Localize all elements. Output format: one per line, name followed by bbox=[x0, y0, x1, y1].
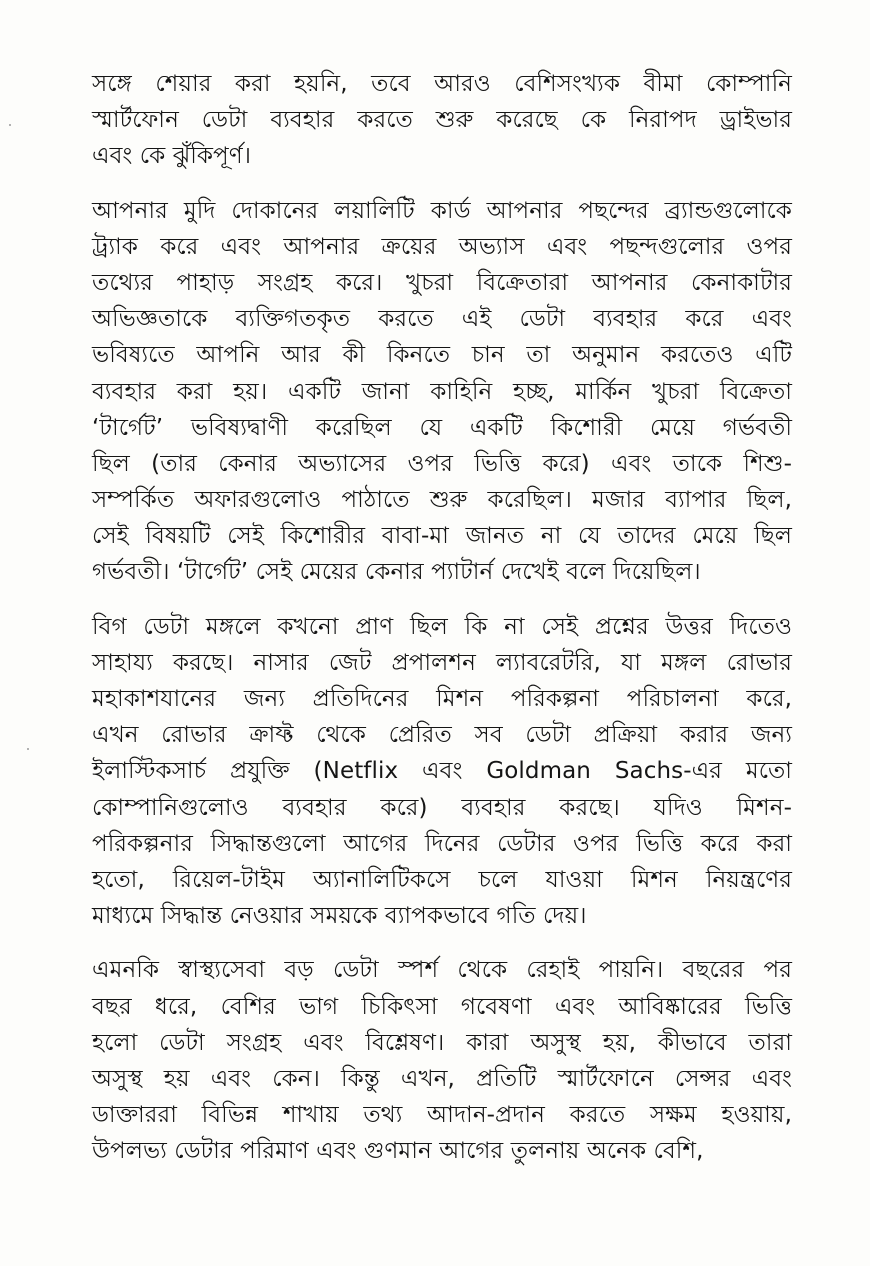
scan-speck bbox=[9, 124, 11, 126]
text-line: এবং কে ঝুঁকিপূর্ণ। bbox=[92, 143, 252, 170]
text-line: ইলাস্টিকসার্চ প্রযুক্তি (Netflix এবং Goldman Sachs-এর মতো bbox=[92, 758, 792, 785]
text-line: হতো, রিয়েল-টাইম অ্যানালিটিকসে চলে যাওয়া মিশন নিয়ন্ত্রণের bbox=[92, 866, 792, 893]
text-line: মহাকাশযানের জন্য প্রতিদিনের মিশন পরিকল্পনা পরিচালনা করে, bbox=[92, 686, 792, 712]
text-line: ছিল (তার কেনার অভ্যাসের ওপর ভিত্তি করে) এবং তাকে শিশু- bbox=[92, 450, 792, 477]
text-line: ব্যবহার করা হয়। একটি জানা কাহিনি হচ্ছ, মার্কিন খুচরা বিক্রেতা bbox=[92, 378, 792, 405]
text-line: এখন রোভার ক্রাফ্ট থেকে প্রেরিত সব ডেটা প্রক্রিয়া করার জন্য bbox=[92, 722, 792, 749]
text-line: হলো ডেটা সংগ্রহ এবং বিশ্লেষণ। কারা অসুস্থ হয়, কীভাবে তারা bbox=[92, 1029, 792, 1056]
text-line: কোম্পানিগুলোও ব্যবহার করে) ব্যবহার করছে। যদিও মিশন- bbox=[92, 794, 792, 821]
text-line: ‘টার্গেট’ ভবিষ্যদ্বাণী করেছিল যে একটি কিশোরী মেয়ে গর্ভবতী bbox=[92, 414, 792, 441]
text-line: সাহায্য করছে। নাসার জেট প্রপালশন ল্যাবরেটরি, যা মঙ্গল রোভার bbox=[92, 649, 792, 676]
text-line: বছর ধরে, বেশির ভাগ চিকিৎসা গবেষণা এবং আবিষ্কারের ভিত্তি bbox=[92, 993, 792, 1020]
text-line: ট্র্যাক করে এবং আপনার ক্রয়ের অভ্যাস এবং পছন্দগুলোর ওপর bbox=[92, 233, 792, 260]
text-line: সঙ্গে শেয়ার করা হয়নি, তবে আরও বেশিসংখ্যক বীমা কোম্পানি bbox=[92, 71, 792, 97]
paragraph-loyalty-card bbox=[92, 193, 792, 591]
text-line: উপলভ্য ডেটার পরিমাণ এবং গুণমান আগের তুলনায় অনেক বেশি, bbox=[92, 1138, 704, 1165]
text-line: সেই বিষয়টি সেই কিশোরীর বাবা-মা জানত না যে তাদের মেয়ে ছিল bbox=[92, 523, 792, 550]
paragraph-insurance bbox=[92, 66, 792, 175]
text-line: স্মার্টফোন ডেটা ব্যবহার করতে শুরু করেছে কে নিরাপদ ড্রাইভার bbox=[92, 107, 792, 134]
text-line: বিগ ডেটা মঙ্গলে কখনো প্রাণ ছিল কি না সেই প্রশ্নের উত্তর দিতেও bbox=[92, 613, 792, 640]
text-line: তথ্যের পাহাড় সংগ্রহ করে। খুচরা বিক্রেতারা আপনার কেনাকাটার bbox=[92, 269, 792, 296]
text-line: পরিকল্পনার সিদ্ধান্তগুলো আগের দিনের ডেটার ওপর ভিত্তি করে করা bbox=[92, 830, 792, 857]
paragraph-mars bbox=[92, 609, 792, 935]
text-line: অভিজ্ঞতাকে ব্যক্তিগতকৃত করতে এই ডেটা ব্যবহার করে এবং bbox=[92, 306, 792, 333]
scan-speck bbox=[27, 748, 29, 750]
text-line: গর্ভবতী। ‘টার্গেট’ সেই মেয়ের কেনার প্যাটার্ন দেখেই বলে দিয়েছিল। bbox=[92, 559, 701, 586]
text-line: অসুস্থ হয় এবং কেন। কিন্তু এখন, প্রতিটি স্মার্টফোনে সেন্সর এবং bbox=[92, 1065, 792, 1092]
text-line: ভবিষ্যতে আপনি আর কী কিনতে চান তা অনুমান করতেও এটি bbox=[92, 342, 792, 369]
text-line: ডাক্তাররা বিভিন্ন শাখায় তথ্য আদান-প্রদান করতে সক্ষম হওয়ায়, bbox=[92, 1102, 792, 1129]
page-body-text bbox=[92, 66, 792, 1187]
paragraph-healthcare bbox=[92, 952, 792, 1169]
text-line: এমনকি স্বাস্থ্যসেবা বড় ডেটা স্পর্শ থেকে রেহাই পায়নি। বছরের পর bbox=[92, 957, 792, 984]
text-line: সম্পর্কিত অফারগুলোও পাঠাতে শুরু করেছিল। মজার ব্যাপার ছিল, bbox=[92, 487, 792, 514]
text-line: আপনার মুদি দোকানের লয়ালিটি কার্ড আপনার পছন্দের ব্র্যান্ডগুলোকে bbox=[92, 197, 792, 224]
text-line: মাধ্যমে সিদ্ধান্ত নেওয়ার সময়কে ব্যাপকভাবে গতি দেয়। bbox=[92, 903, 587, 930]
